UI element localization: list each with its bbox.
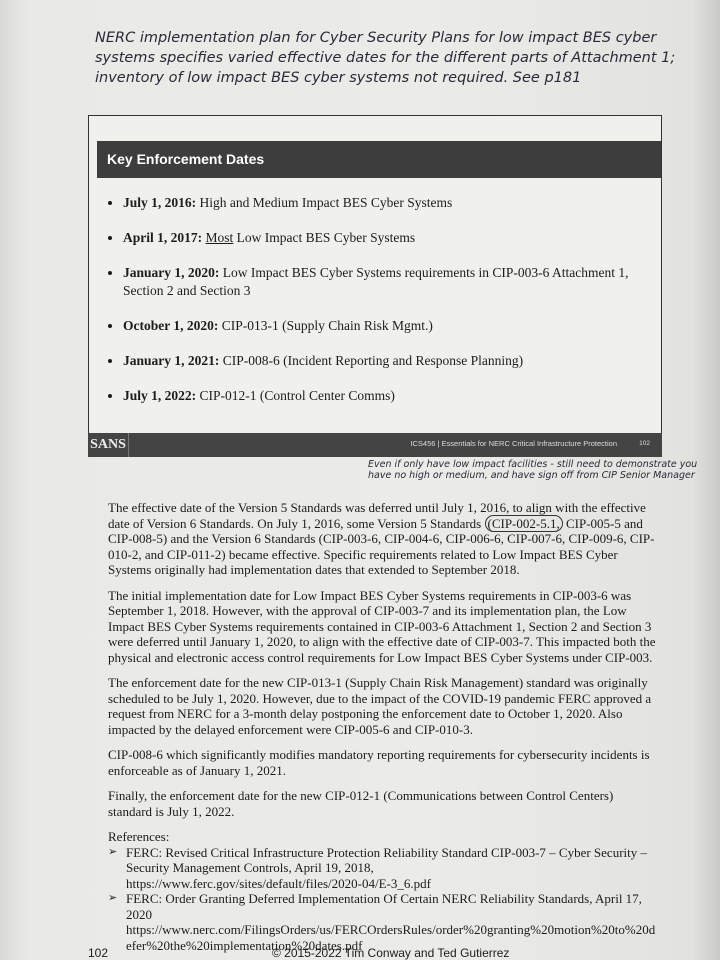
text: CIP-005-5 and CIP-008-5) and the Version 6 Standards (CIP-003-6, CIP-004-6, CIP-006-6, CIP-007-6, CIP-009-6, CIP-010-2, and CIP-011-2) became effective. Specific requirements related to Low Impact BES Cyber Systems originally had implementation dates that extended to September 2018. xyxy=(108,515,655,577)
references-list xyxy=(108,845,656,954)
list-item xyxy=(123,387,643,405)
reference-url: https://www.ferc.gov/sites/default/files/2020-04/E-3_6.pdf xyxy=(126,875,431,891)
reference-title: FERC: Revised Critical Infrastructure Protection Reliability Standard CIP-003-7 – Cyber Security – Security Management Controls, April 19, 2018, xyxy=(126,844,647,875)
handwritten-note-top: NERC implementation plan for Cyber Security Plans for low impact BES cyber systems specifies varied effective dates for the different parts of Attachment 1; inventory of low impact BES cyber systems not required. See p181 xyxy=(95,30,676,86)
reference-title: FERC: Order Granting Deferred Implementation Of Certain NERC Reliability Standards, April 17, 2020 xyxy=(126,891,642,922)
item-date: July 1, 2022: xyxy=(123,388,197,403)
item-date: January 1, 2021: xyxy=(123,353,220,368)
handwritten-note-middle: Even if only have low impact facilities - still need to demonstrate you have no high or medium, and have sign off from CIP Senior Manager xyxy=(368,459,698,481)
reference-url: https://www.nerc.com/FilingsOrders/us/FERCOrdersRules/order%20granting%20motion%20to%20defer%20the%20implementation%20dates.pdf xyxy=(126,922,656,953)
slide-number: 102 xyxy=(639,440,650,447)
item-text: CIP-013-1 (Supply Chain Risk Mgmt.) xyxy=(218,318,433,333)
slide xyxy=(88,115,662,457)
list-item xyxy=(123,264,643,300)
text: The effective date of the Version 5 Standards was deferred until July 1, 2016, to align with the effective date of Version 6 Standards. On July 1, 2016, some Version 5 Standards xyxy=(108,500,646,531)
page-number: 102 xyxy=(88,946,109,960)
slide-footer xyxy=(88,433,662,457)
list-item xyxy=(123,194,643,212)
sans-logo: SANS xyxy=(88,433,129,457)
item-date: January 1, 2020: xyxy=(123,265,220,280)
list-item xyxy=(123,317,643,335)
list-item xyxy=(123,352,643,370)
item-date: April 1, 2017: xyxy=(123,230,203,245)
paragraph: The enforcement date for the new CIP-013-1 (Supply Chain Risk Management) standard was originally scheduled to be July 1, 2020. However, due to the impact of the COVID-19 pandemic FERC approved a request from NERC for a 3-month delay postponing the enforcement date to October 1, 2020. Also impacted by the delayed enforcement were CIP-005-6 and CIP-010-3. xyxy=(108,675,652,737)
item-underlined: Most xyxy=(205,230,234,245)
item-text: CIP-008-6 (Incident Reporting and Response Planning) xyxy=(219,353,524,368)
paragraph: The initial implementation date for Low Impact BES Cyber Systems requirements in CIP-003-6 was September 1, 2018. However, with the approval of CIP-003-7 and its implementation plan, the Low Impact BES Cyber Systems requirements contained in CIP-003-6 Attachment 1, Section 2 and Section 3 were deferred until January 1, 2020, to align with the effective date of CIP-003-7. This impacted both the physical and electronic access control requirements for Low Impact BES Cyber Systems under CIP-003. xyxy=(108,587,656,665)
paragraph: CIP-008-6 which significantly modifies mandatory reporting requirements for cybersecurity incidents is enforceable as of January 1, 2021. xyxy=(108,747,650,778)
item-text: High and Medium Impact BES Cyber Systems xyxy=(196,195,453,210)
body-text xyxy=(108,500,656,953)
enforcement-dates-list xyxy=(109,194,643,422)
item-text: CIP-012-1 (Control Center Comms) xyxy=(196,388,395,403)
copyright: © 2015-2022 Tim Conway and Ted Gutierrez xyxy=(272,946,510,960)
circled-text: (CIP-002-5.1, xyxy=(485,515,563,532)
item-date: October 1, 2020: xyxy=(123,318,219,333)
item-text: Low Impact BES Cyber Systems requirements in CIP-003-6 Attachment 1, Section 2 and Section 3 xyxy=(123,265,629,298)
course-title: ICS456 | Essentials for NERC Critical Infrastructure Protection xyxy=(410,439,617,448)
paragraph: Finally, the enforcement date for the new CIP-012-1 (Communications between Control Centers) standard is July 1, 2022. xyxy=(108,788,614,819)
reference-item xyxy=(108,891,656,953)
item-text: Low Impact BES Cyber Systems xyxy=(233,230,416,245)
reference-item xyxy=(108,845,656,892)
item-date: July 1, 2016: xyxy=(123,195,197,210)
references-label: References: xyxy=(108,829,170,844)
list-item xyxy=(123,229,643,247)
paragraph xyxy=(108,500,656,578)
slide-title: Key Enforcement Dates xyxy=(97,141,661,178)
